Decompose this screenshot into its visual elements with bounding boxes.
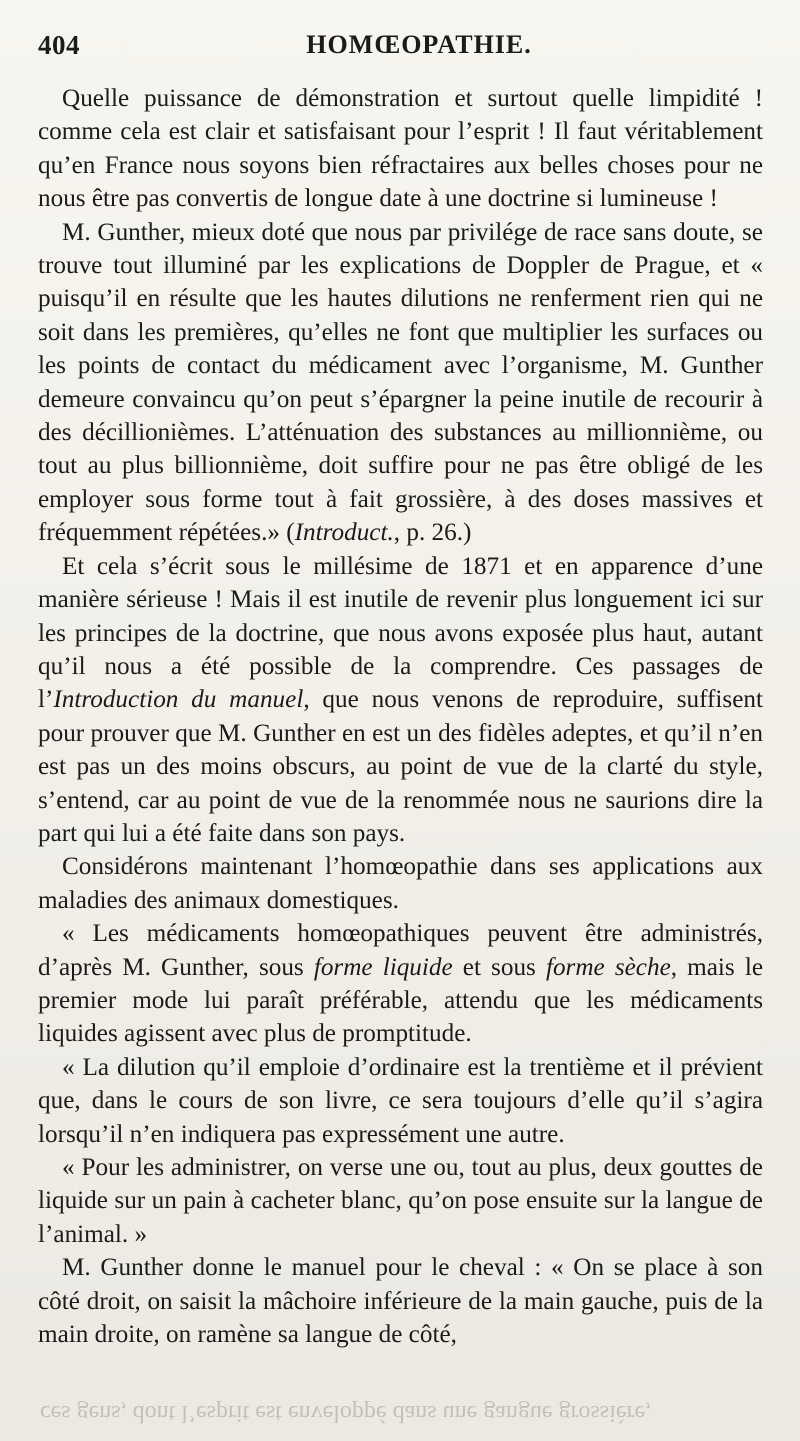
italic-term: forme liquide bbox=[313, 953, 453, 981]
text-segment: et sous bbox=[452, 953, 546, 981]
paragraph bbox=[38, 550, 763, 851]
text-segment: « La dilution qu’il emploie d’ordinaire est la trentième et il prévient que, dans le cours de son livre, ce sera toujours d’elle qu’il s’agira lorsqu’il n’en indiquera pas expressément une autre. bbox=[38, 1053, 763, 1148]
text-segment: « Pour les administrer, on verse une ou, tout au plus, deux gouttes de liquide sur un pain à cacheter blanc, qu’on pose ensuite sur la langue de l’animal. » bbox=[38, 1154, 763, 1248]
text-segment: , que nous venons de reproduire, suffisent pour prouver que M. Gunther en est un des fidèles adeptes, et qu’il n’en est pas un des moins obscurs, au point de vue de la clarté du style, s’entend, car au point de vue de la renommée nous ne saurions dire la part qui lui a été faite dans son pays. bbox=[38, 686, 763, 847]
paragraph bbox=[38, 216, 763, 550]
text-segment: Considérons maintenant l’homœopathie dans ses applications aux maladies des animaux domestiques. bbox=[38, 853, 763, 914]
text-segment: M. Gunther, mieux doté que nous par privilége de race sans doute, se trouve tout illuminé par les explications de Doppler de Prague, et « puisqu’il en résulte que les hautes dilutions ne renferment rien qui ne soit dans les premières, qu’elles ne font que multiplier les surfaces ou les points de contact du médicament avec l’organisme, M. Gunther demeure convaincu qu’on peut s’épargner la peine inutile de recourir à des décillionièmes. L’atténuation des substances au millionnième, ou tout au plus billionnième, doit suffire pour ne pas être obligé de les employer sous forme tout à fait grossière, à des doses massives et fréquemment répétées.» ( bbox=[38, 218, 763, 547]
body-text bbox=[38, 82, 763, 1351]
paragraph bbox=[38, 850, 763, 917]
italic-citation: Introduct. bbox=[294, 519, 394, 547]
text-segment: M. Gunther donne le manuel pour le cheval : « On se place à son côté droit, on saisit la mâchoire inférieure de la main gauche, puis de la main droite, on ramène sa langue de côté, bbox=[38, 1254, 763, 1349]
bleed-through-text: ces gens, dont l’esprit est enveloppé dans une gangue grossière, bbox=[40, 1400, 652, 1426]
paragraph bbox=[38, 917, 763, 1051]
text-segment: Et cela s’écrit sous le millésime de 1871 et en apparence d’une manière sérieuse ! Mais il est inutile de revenir plus longuement ici sur les principes de la doctrine, que nous avons exposée plus haut, autant qu’il nous a été possible de la comprendre. Ces passages de l’ bbox=[38, 552, 763, 714]
page-number: 404 bbox=[38, 30, 80, 60]
text-segment: Quelle puissance de démonstration et surtout quelle limpidité ! comme cela est clair et satisfaisant pour l’esprit ! Il faut véritablement qu’en France nous soyons bien réfractaires aux belles choses pour ne nous être pas convertis de longue date à une doctrine si lumineuse ! bbox=[38, 85, 763, 213]
paragraph bbox=[38, 1151, 763, 1251]
paragraph bbox=[38, 82, 763, 216]
page-header bbox=[38, 30, 770, 70]
text-segment: « Les médicaments homœopathiques peuvent être administrés, d’après M. Gunther, sous bbox=[38, 920, 763, 981]
text-segment: , mais le premier mode lui paraît préférable, attendu que les médicaments liquides agissent avec plus de promptitude. bbox=[38, 953, 764, 1048]
paragraph bbox=[38, 1051, 763, 1151]
text-segment: , p. 26.) bbox=[393, 519, 472, 547]
italic-term: forme sèche bbox=[545, 953, 671, 981]
italic-title: Introduction du manuel bbox=[53, 686, 304, 714]
paragraph bbox=[38, 1251, 763, 1351]
running-title: HOMŒOPATHIE. bbox=[306, 30, 532, 59]
